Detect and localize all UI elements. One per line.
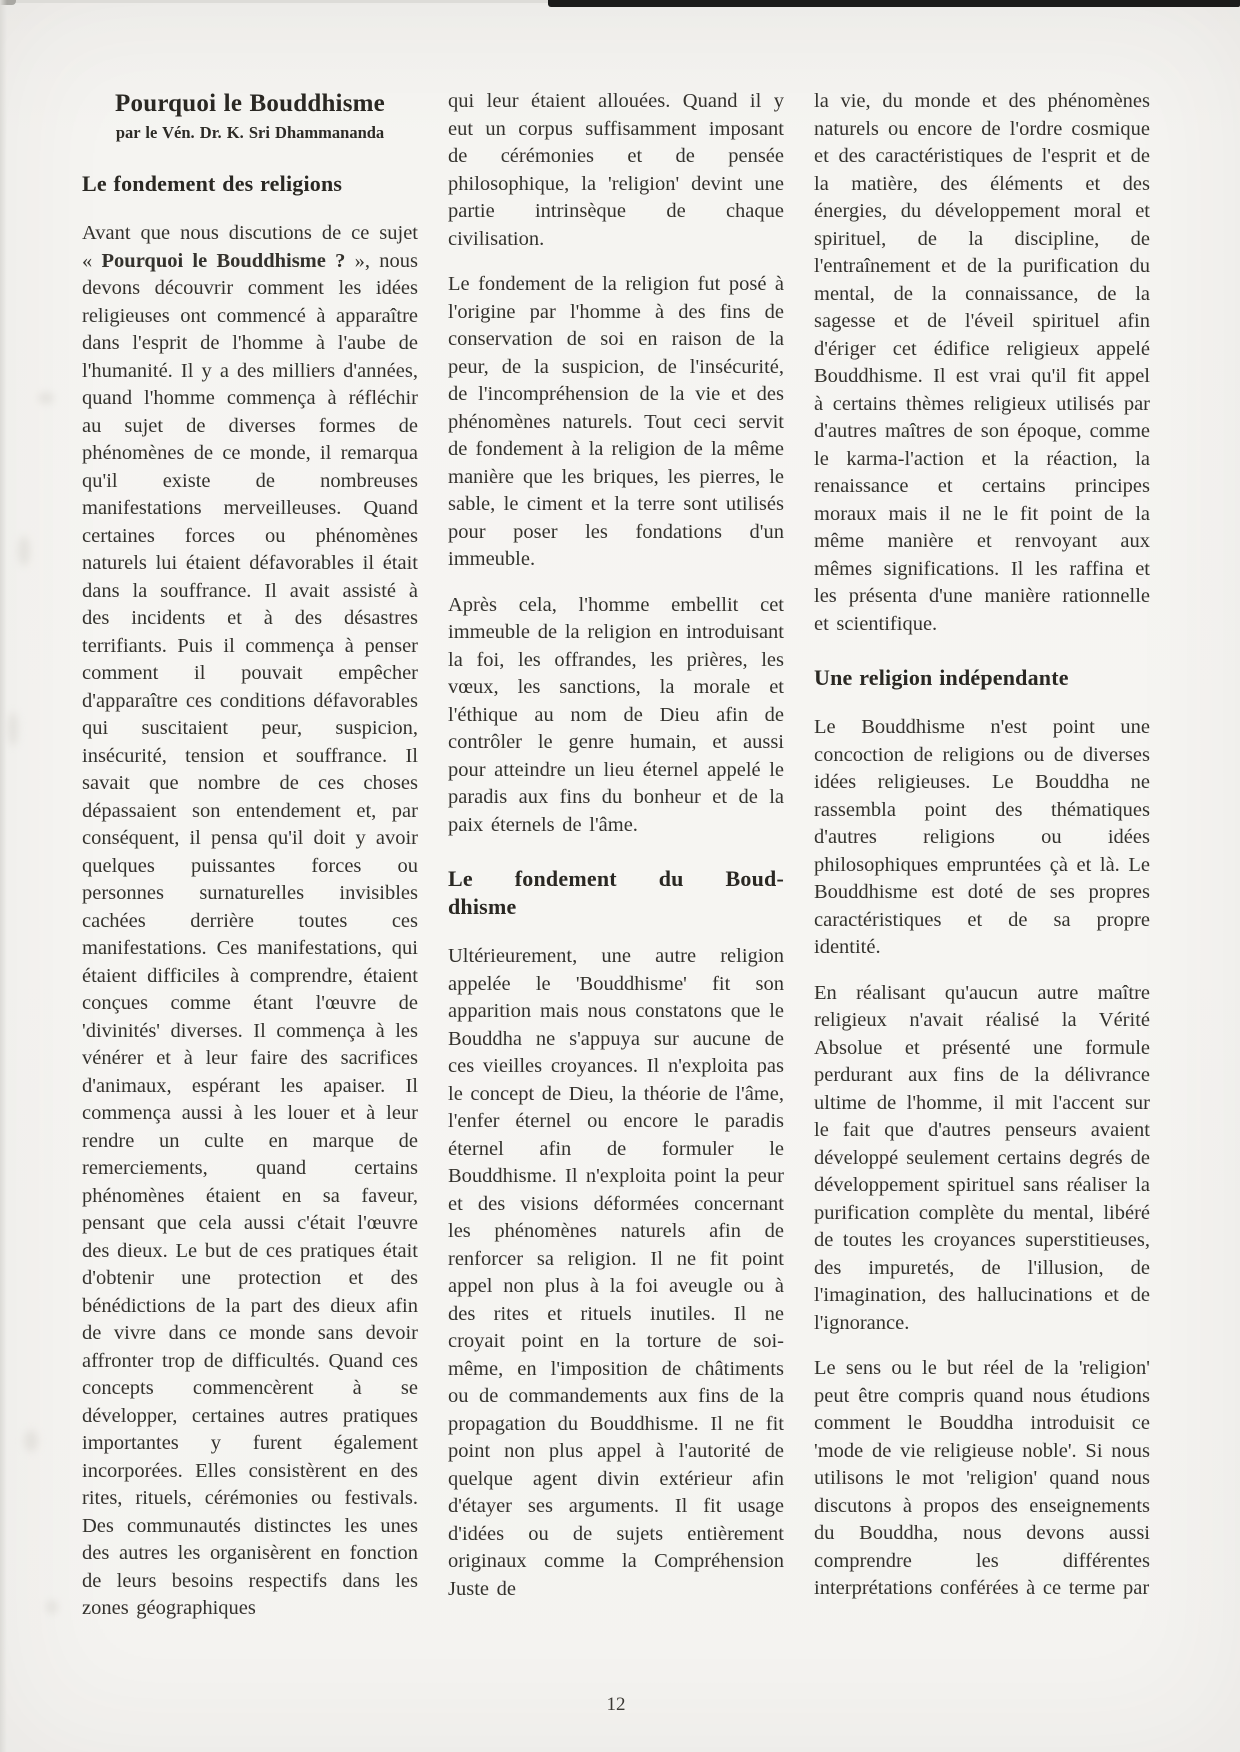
article-byline: par le Vén. Dr. K. Sri Dhammananda [115,123,385,142]
paragraph: qui leur étaient allouées. Quand il y eut un corpus suffisamment imposant de cérémonies et de pensée philosophique, la 'religion' devint une partie intrinsèque de chaque civilisation. [448,90,784,250]
paragraph: En réalisant qu'aucun autre maître religieux n'avait réalisé la Vérité Absolue et présenté une formule perdurant aux fins de la délivrance ultime de l'homme, il mit l'accent sur le fait que d'autres penseurs avaient développé seulement certains degrés de développement spirituel sans réaliser la purification complète du mental, libéré de toutes les croyances superstitieuses, des impuretés, de l'illusion, de l'imagination, des hallucinations et de l'ignorance. [814,981,1150,1334]
scan-smudge [38,392,54,404]
paragraph [82,220,418,1623]
bold-subject-phrase: Pourquoi le Bouddhisme ? [101,249,355,272]
paragraph: Le Bouddhisme n'est point une concoction de religions ou de diverses idées religieuses. Le Bouddha ne rassembla point des thématiques d'autres religions ou idées philosophiques empruntées çà et là. Le Bouddhisme est doté de ses propres caractéristiques et de sa propre identité. [814,716,1150,958]
scan-smudge [46,1600,58,1614]
column-3 [814,88,1150,1676]
paragraph: la vie, du monde et des phénomènes naturels ou encore de l'ordre cosmique et des caractéristiques de l'esprit et de la matière, des éléments et des énergies, du développement moral et spirituel, de la discipline, de l'entraînement et de la purification du mental, de la connaissance, de la sagesse et de l'éveil spirituel afin d'ériger cet édifice religieux appelé Bouddhisme. Il est vrai qu'il fit appel à certains thèmes religieux utilisés par d'autres maîtres de son époque, comme le karma-l'action et la réaction, la renaissance et certains principes moraux mais il ne le fit point de la même manière et renvoyant aux mêmes significations. Il les raffina et les présenta d'une manière rationnelle et scientifique. [814,90,1150,635]
article-title: Pourquoi le Bouddhisme [115,90,385,117]
section-heading-fondement-bouddhisme [448,865,784,921]
heading-line: dhisme [448,894,517,919]
scan-edge-shading [0,0,7,1752]
scan-smudge [8,712,18,746]
paragraph: Le fondement de la religion fut posé à l'origine par l'homme à des fins de conservation de soi en raison de la peur, de la suspicion, de l'insécurité, de l'incompréhension de la vie et des phénomènes naturels. Tout ceci servit de fondement à la religion de la même manière que les briques, les pierres, le sable, le ciment et la terre sont utilisés pour poser les fondations d'un immeuble. [448,273,784,570]
paragraph: Après cela, l'homme embellit cet immeuble de la religion en introduisant la foi, les offrandes, les prières, les vœux, les sanctions, la morale et l'éthique au nom de Dieu afin de contrôler le genre humain, et aussi pour atteindre un lieu éternel appelé le paradis aux fins du bonheur et de la paix éternels de l'âme. [448,593,784,836]
column-2 [448,88,784,1676]
scan-artifact-top-bar [548,0,1240,7]
paragraph-text: », nous devons découvrir comment les idées religieuses ont commencé à apparaître dans l'esprit de l'homme à l'aube de l'humanité. Il y a des milliers d'années, quand l'homme commença à réfléchir au sujet de diverses formes de phénomènes de ce monde, il remarqua qu'il existe de nombreuses manifestations merveilleuses. Quand certaines forces ou phénomènes naturels lui étaient défavorables il était dans la souffrance. Il avait assisté à des incidents et à des désastres terrifiants. Puis il commença à penser comment il pouvait empêcher d'apparaître ces conditions défavorables qui suscitaient peur, suspicion, insécurité, tension et souffrance. Il savait que nombre de ces choses dépassaient son entendement et, par conséquent, il pensa qu'il doit y avoir quelques puissantes forces ou personnes surnaturelles invisibles cachées derrière toutes ces manifestations. Ces manifestations, qui étaient difficiles à comprendre, étaient conçues comme étant l'œuvre de 'divinités' diverses. Il commença à les vénérer et à leur faire des sacrifices d'animaux, espérant les apaiser. Il commença aussi à les louer et à leur rendre un culte en marque de remerciements, quand certains phénomènes étaient en sa faveur, pensant que cela aussi c'était l'œuvre des dieux. Le but de ces pratiques était d'obtenir une protection et des bénédictions de la part des dieux afin de vivre dans ce monde sans devoir affronter trop de difficultés. Quand ces concepts commencèrent à se développer, certaines autres pratiques importantes y furent également incorporées. Elles consistèrent en des rites, rituels, cérémonies ou festivals. Des communautés distinctes les unes des autres les organisèrent en fonction de leurs besoins respectifs dans les zones géographiques [82,249,418,1619]
column-1 [82,88,418,1676]
paragraph: Le sens ou le but réel de la 'religion' peut être compris quand nous étudions comment le Bouddha introduisit ce 'mode de vie religieuse noble'. Si nous utilisons le mot 'religion' quand nous discutons à propos des enseignements du Bouddha, nous devons aussi comprendre les différentes interprétations conférées à ce terme par [814,1357,1150,1599]
paragraph-text: Avant que nous discutions de ce sujet « [82,222,418,272]
page-number: 12 [606,1694,626,1715]
section-heading-religion-independante: Une religion indépendante [814,665,1069,690]
paragraph: Ultérieurement, une autre religion appelée le 'Bouddhisme' fit son apparition mais nous constatons que le Bouddha ne s'appuya sur aucune de ces vieilles croyances. Il n'exploita pas le concept de Dieu, la théorie de l'âme, l'enfer éternel ou encore le paradis éternel afin de formuler le Bouddhisme. Il n'exploita point la peur et des visions déformées concernant les phénomènes naturels afin de renforcer sa religion. Il ne fit point appel non plus à la foi aveugle ou à des rites et rituels inutiles. Il ne croyait point en la torture de soi-même, en l'imposition de châtiments ou de commandements aux fins de la propagation du Bouddhisme. Il ne fit point non plus appel à l'autorité de quelque agent divin extérieur afin d'étayer ses arguments. Il fit usage d'idées ou de sujets entièrement originaux comme la Compréhension Juste de [448,945,784,1600]
article-body [82,88,1150,1676]
scan-smudge [18,536,30,566]
section-heading-fondement-religions: Le fondement des religions [82,171,343,196]
scan-artifact-top-line [0,0,548,3]
scan-smudge [24,1430,38,1452]
heading-line: Le fondement du Boud- [448,866,784,891]
